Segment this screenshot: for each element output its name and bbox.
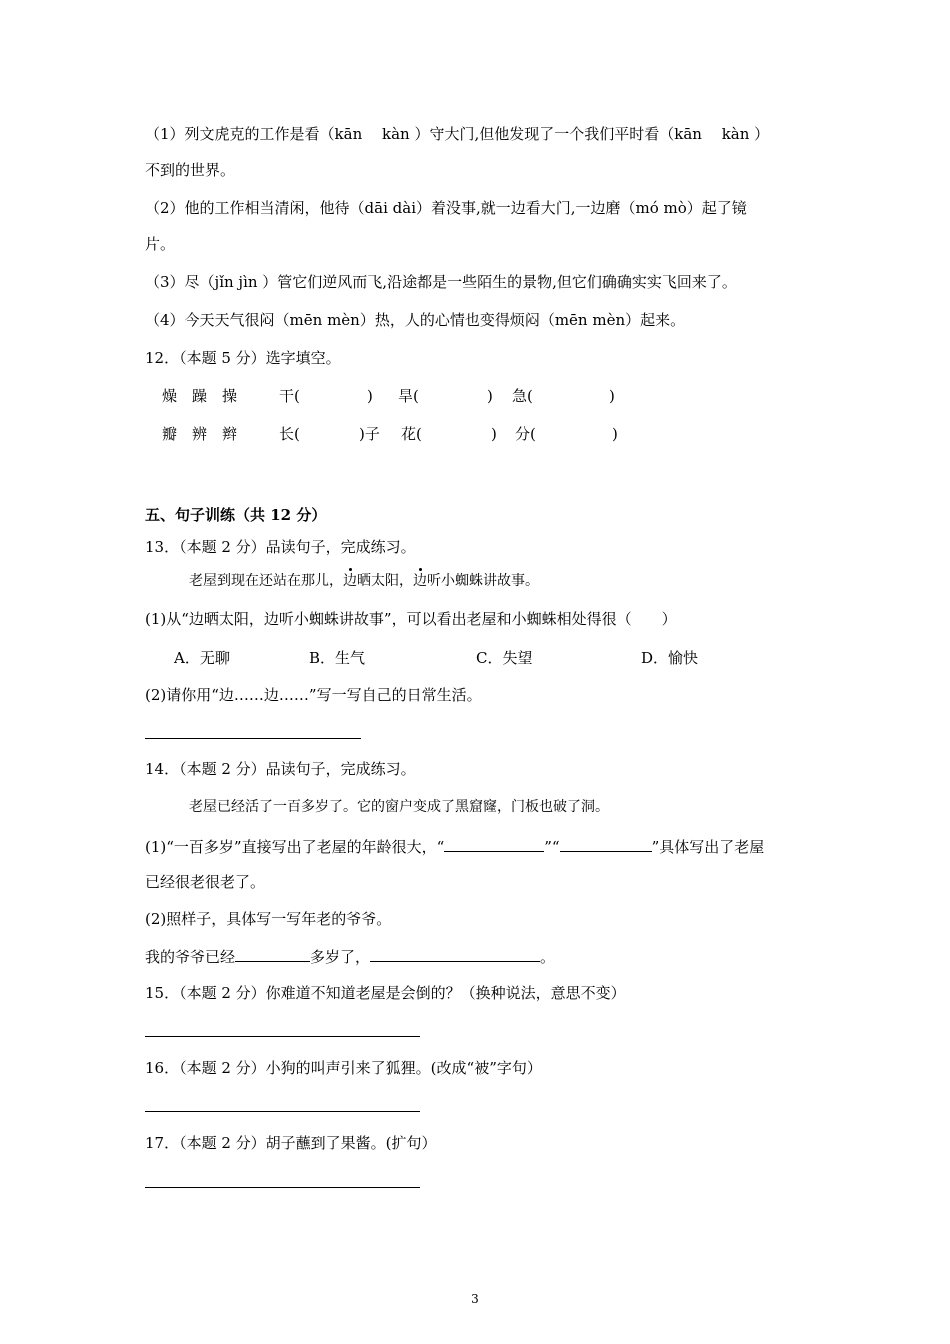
q12-row1-item: 干( — [279, 387, 300, 405]
q12-row2-item: 分( — [515, 425, 536, 443]
q14-sub3-text: 我的爷爷已经 — [145, 948, 236, 966]
q13-title: 13．（本题 2 分）品读句子，完成练习。 — [145, 538, 416, 556]
q14-sub-3 — [145, 945, 555, 967]
emphasis-char: 边 — [413, 573, 427, 589]
q14-sub-2: (2)照样子，具体写一写年老的爷爷。 — [145, 910, 392, 928]
q15-title: 15．（本题 2 分）你难道不知道老屋是会倒的？（换种说法，意思不变） — [145, 984, 626, 1002]
q14-sub3-text: 多岁了， — [310, 948, 371, 966]
q13-sentence — [189, 571, 539, 591]
q14-sub1-text: ”“ — [544, 838, 560, 856]
q13-sentence-part: 听小蜘蛛讲故事。 — [427, 573, 539, 589]
q11-line-6: （4）今天天气很闷（mēn mèn）热，人的心情也变得烦闷（mēn mèn）起来。 — [145, 311, 686, 329]
answer-line[interactable] — [145, 1111, 420, 1112]
q13-sentence-part: 老屋到现在还站在那儿， — [189, 573, 343, 589]
q16-title: 16．（本题 2 分）小狗的叫声引来了狐狸。(改成“被”字句） — [145, 1059, 542, 1077]
q13-sub-1: (1)从“边晒太阳，边听小蜘蛛讲故事”，可以看出老屋和小蜘蛛相处得很（ ） — [145, 610, 677, 628]
q12-row2-item: 长( — [279, 425, 300, 443]
q14-sentence: 老屋已经活了一百多岁了。它的窗户变成了黑窟窿，门板也破了洞。 — [189, 799, 609, 815]
q12-title: 12．（本题 5 分）选字填空。 — [145, 349, 341, 367]
answer-line[interactable] — [145, 738, 361, 739]
q14-sub-1 — [145, 835, 764, 857]
q14-sub1-text: (1)“一百多岁”直接写出了老屋的年龄很大，“ — [145, 838, 445, 856]
q12-row2-item: ) — [612, 425, 618, 443]
q11-line-2: 不到的世界。 — [145, 161, 236, 179]
section-5-heading: 五、句子训练（共 12 分） — [145, 506, 327, 524]
q11-line-4: 片。 — [145, 235, 176, 253]
q14-title: 14．（本题 2 分）品读句子，完成练习。 — [145, 760, 416, 778]
q12-row1-item: ) — [367, 387, 373, 405]
q14-sub3-text: 。 — [540, 948, 556, 966]
emphasis-char: 边 — [343, 573, 357, 589]
q12-row1-item: 旱( — [398, 387, 419, 405]
q13-option-d: D．愉快 — [641, 649, 699, 667]
q11-line-5: （3）尽（jǐn jìn ）管它们逆风而飞,沿途都是一些陌生的景物,但它们确确实实飞回来了。 — [145, 273, 737, 291]
q13-sub-2: (2)请你用“边……边……”写一写自己的日常生活。 — [145, 686, 482, 704]
answer-line[interactable] — [145, 1187, 420, 1188]
q17-title: 17．（本题 2 分）胡子蘸到了果酱。(扩句） — [145, 1134, 437, 1152]
answer-line[interactable] — [145, 1036, 420, 1037]
q14-sub-1-cont: 已经很老很老了。 — [145, 873, 266, 891]
q13-option-c: C．失望 — [476, 649, 533, 667]
q13-sentence-part: 晒太阳， — [357, 573, 413, 589]
fill-blank[interactable] — [370, 945, 540, 962]
fill-blank[interactable] — [235, 945, 310, 962]
q14-sub1-text: ”具体写出了老屋 — [651, 838, 765, 856]
q12-row1-item: ) — [609, 387, 615, 405]
fill-blank[interactable] — [560, 835, 652, 852]
q12-row1-item: ) — [487, 387, 493, 405]
q12-row2-item: ) — [491, 425, 497, 443]
q12-row2-item: 花( — [401, 425, 422, 443]
q13-option-b: B．生气 — [309, 649, 366, 667]
q12-row2-item: )子 — [359, 425, 380, 443]
q12-row2-chars: 瓣 辨 辫 — [162, 425, 238, 443]
q11-line-1: （1）列文虎克的工作是看（kān kàn ）守大门,但他发现了一个我们平时看（kān kàn ） — [145, 125, 770, 143]
q11-line-3: （2）他的工作相当清闲，他待（dāi dài）着没事,就一边看大门,一边磨（mó mò）起了镜 — [145, 199, 747, 217]
fill-blank[interactable] — [444, 835, 544, 852]
page-number: 3 — [471, 1292, 479, 1306]
q12-row1-item: 急( — [512, 387, 533, 405]
q12-row1-chars: 燥 躁 操 — [162, 387, 238, 405]
q13-option-a: A．无聊 — [174, 649, 230, 667]
